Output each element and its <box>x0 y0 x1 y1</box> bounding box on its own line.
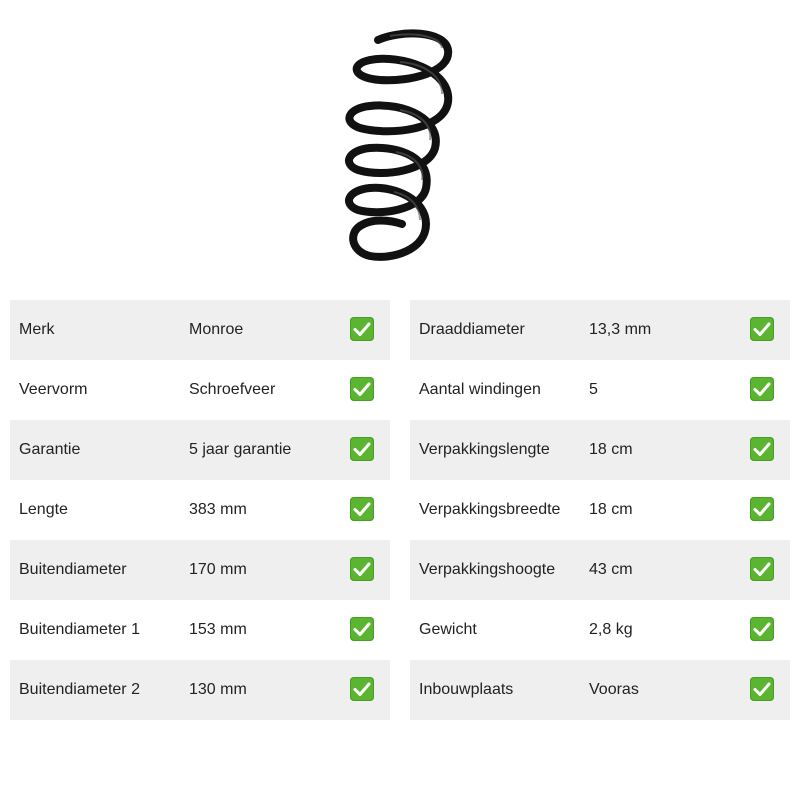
spec-label: Draaddiameter <box>419 321 525 338</box>
check-mark-icon <box>350 377 374 401</box>
spec-value: Monroe <box>189 321 244 338</box>
spec-row <box>10 660 390 720</box>
spec-row <box>410 540 790 600</box>
spec-row <box>410 300 790 360</box>
spec-value: 2,8 kg <box>589 621 633 638</box>
check-mark-icon <box>350 557 374 581</box>
check-mark-icon <box>350 617 374 641</box>
check-mark-icon <box>750 617 774 641</box>
spec-row <box>10 300 390 360</box>
spec-label: Veervorm <box>19 381 88 398</box>
spec-row <box>10 480 390 540</box>
spec-value: 13,3 mm <box>589 321 652 338</box>
spec-label: Verpakkingshoogte <box>419 561 556 578</box>
check-mark-icon <box>350 677 374 701</box>
spec-value: 170 mm <box>189 561 247 578</box>
spec-value: Schroefveer <box>189 381 276 398</box>
spec-table-left <box>10 300 390 720</box>
check-mark-icon <box>750 557 774 581</box>
spec-row <box>10 360 390 420</box>
spec-value: 18 cm <box>589 441 633 458</box>
coil-spring-icon <box>330 20 470 280</box>
spec-label: Verpakkingsbreedte <box>419 501 561 518</box>
check-mark-icon <box>750 377 774 401</box>
spec-label: Aantal windingen <box>419 381 541 398</box>
spec-label: Buitendiameter 1 <box>19 621 140 638</box>
spec-value: Vooras <box>589 681 639 698</box>
spec-table-right <box>410 300 790 720</box>
check-mark-icon <box>350 437 374 461</box>
spec-row <box>410 600 790 660</box>
check-mark-icon <box>750 317 774 341</box>
spec-label: Gewicht <box>419 621 477 638</box>
spec-row <box>410 660 790 720</box>
spec-value: 130 mm <box>189 681 247 698</box>
spec-value: 5 jaar garantie <box>189 441 292 458</box>
spec-value: 383 mm <box>189 501 247 518</box>
spec-row <box>10 540 390 600</box>
spec-label: Verpakkingslengte <box>419 441 550 458</box>
check-mark-icon <box>350 317 374 341</box>
check-mark-icon <box>750 497 774 521</box>
check-mark-icon <box>750 677 774 701</box>
spec-value: 43 cm <box>589 561 633 578</box>
spec-label: Inbouwplaats <box>419 681 514 698</box>
spec-label: Garantie <box>19 441 81 458</box>
spec-label: Buitendiameter 2 <box>19 681 140 698</box>
spec-value: 18 cm <box>589 501 633 518</box>
spec-value: 153 mm <box>189 621 247 638</box>
spec-row <box>10 600 390 660</box>
spec-label: Lengte <box>19 501 68 518</box>
spec-label: Merk <box>19 321 55 338</box>
spec-value: 5 <box>589 381 598 398</box>
spec-label: Buitendiameter <box>19 561 127 578</box>
coil-spring-image <box>330 20 470 280</box>
check-mark-icon <box>350 497 374 521</box>
spec-row <box>10 420 390 480</box>
spec-row <box>410 360 790 420</box>
spec-row <box>410 480 790 540</box>
spec-row <box>410 420 790 480</box>
check-mark-icon <box>750 437 774 461</box>
